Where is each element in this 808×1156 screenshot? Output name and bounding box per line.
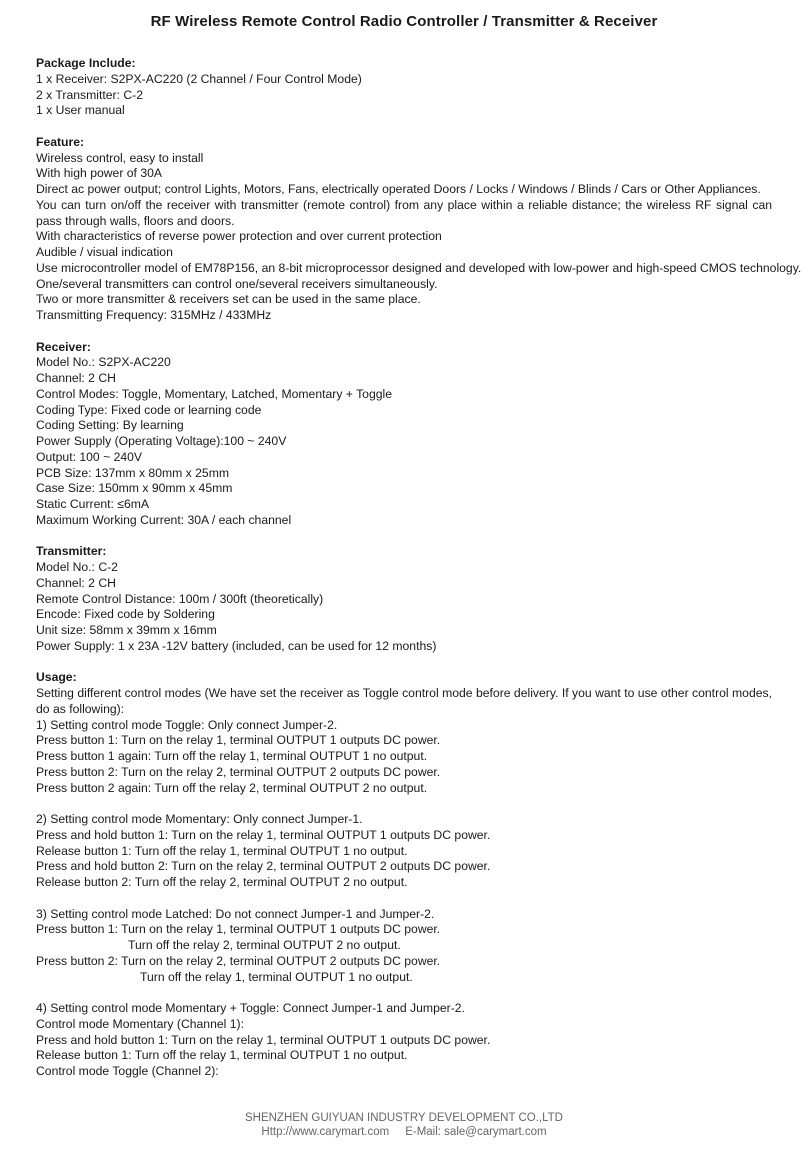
usage-intro: Setting different control modes (We have set the receiver as Toggle control mode before delivery. If you want to use other control modes, do as following): bbox=[36, 686, 772, 716]
mode3-line: Press button 1: Turn on the relay 1, terminal OUTPUT 1 outputs DC power. bbox=[36, 922, 441, 937]
mode2-line: Press and hold button 2: Turn on the relay 2, terminal OUTPUT 2 outputs DC power. bbox=[36, 859, 491, 874]
mode3-line: Press button 2: Turn on the relay 2, terminal OUTPUT 2 outputs DC power. bbox=[36, 953, 441, 968]
transmitter-line: Power Supply: 1 x 23A -12V battery (included, can be used for 12 months) bbox=[36, 638, 437, 653]
package-line: 1 x Receiver: S2PX-AC220 (2 Channel / Four Control Mode) bbox=[36, 71, 362, 86]
package-line: 1 x User manual bbox=[36, 103, 125, 118]
mode1-line: Press button 1: Turn on the relay 1, terminal OUTPUT 1 outputs DC power. bbox=[36, 733, 441, 748]
package-heading: Package Include: bbox=[36, 56, 136, 70]
footer-company: SHENZHEN GUIYUAN INDUSTRY DEVELOPMENT CO.,LTD bbox=[244, 1112, 563, 1124]
document-body bbox=[36, 56, 802, 1096]
transmitter-line: Model No.: C-2 bbox=[36, 560, 118, 574]
mode2-line: Release button 1: Turn off the relay 1, terminal OUTPUT 1 no output. bbox=[36, 843, 408, 858]
page-footer bbox=[0, 1111, 808, 1139]
receiver-line: Model No.: S2PX-AC220 bbox=[36, 355, 171, 370]
package-section bbox=[36, 56, 772, 119]
feature-line: Two or more transmitter & receivers set can be used in the same place. bbox=[36, 292, 421, 307]
mode1-line: Press button 2: Turn on the relay 2, terminal OUTPUT 2 outputs DC power. bbox=[36, 764, 441, 779]
feature-line: Transmitting Frequency: 315MHz / 433MHz bbox=[36, 308, 272, 322]
mode1-line: 1) Setting control mode Toggle: Only connect Jumper-2. bbox=[36, 717, 338, 732]
receiver-line: Case Size: 150mm x 90mm x 45mm bbox=[36, 481, 233, 496]
mode1-line: Press button 2 again: Turn off the relay 2, terminal OUTPUT 2 no output. bbox=[36, 780, 428, 795]
mode3-line-indented: Turn off the relay 1, terminal OUTPUT 1 no output. bbox=[140, 969, 413, 984]
transmitter-line: Encode: Fixed code by Soldering bbox=[36, 607, 215, 622]
feature-line: Direct ac power output; control Lights, Motors, Fans, electrically operated Doors / Locks / Windows / Blinds / Cars or Other Appliances. bbox=[36, 182, 761, 196]
feature-line: Wireless control, easy to install bbox=[36, 150, 204, 165]
transmitter-line: Channel: 2 CH bbox=[36, 575, 116, 590]
transmitter-heading: Transmitter: bbox=[36, 544, 107, 559]
receiver-section bbox=[36, 340, 772, 529]
feature-line: With high power of 30A bbox=[36, 166, 163, 181]
receiver-line: Coding Setting: By learning bbox=[36, 418, 184, 433]
mode3-header: 3) Setting control mode Latched: Do not connect Jumper-1 and Jumper-2. bbox=[36, 906, 435, 921]
footer-website-link[interactable]: Http://www.carymart.com bbox=[261, 1126, 390, 1138]
mode2-line: Release button 2: Turn off the relay 2, terminal OUTPUT 2 no output. bbox=[36, 875, 408, 889]
receiver-line: Coding Type: Fixed code or learning code bbox=[36, 402, 262, 417]
receiver-line: PCB Size: 137mm x 80mm x 25mm bbox=[36, 465, 230, 480]
usage-section bbox=[36, 670, 772, 796]
mode4-line: Control mode Toggle (Channel 2): bbox=[36, 1064, 219, 1078]
mode2-line: 2) Setting control mode Momentary: Only connect Jumper-1. bbox=[36, 812, 363, 826]
mode4-line: Control mode Momentary (Channel 1): bbox=[36, 1016, 244, 1031]
feature-section bbox=[36, 134, 802, 324]
receiver-line: Control Modes: Toggle, Momentary, Latched, Momentary + Toggle bbox=[36, 386, 392, 401]
mode4-line: 4) Setting control mode Momentary + Toggle: Connect Jumper-1 and Jumper-2. bbox=[36, 1001, 465, 1015]
footer-contact bbox=[0, 1125, 808, 1139]
package-line: 2 x Transmitter: C-2 bbox=[36, 87, 144, 102]
mode3-line-indented: Turn off the relay 2, terminal OUTPUT 2 no output. bbox=[128, 938, 401, 952]
receiver-line: Static Current: ≤6mA bbox=[36, 497, 150, 511]
receiver-line: Output: 100 ~ 240V bbox=[36, 449, 143, 464]
mode3-section bbox=[36, 907, 772, 986]
transmitter-section bbox=[36, 544, 772, 654]
feature-line: Use microcontroller model of EM78P156, an 8-bit microprocessor designed and developed with low-power and high-speed CMOS technology. bbox=[36, 260, 802, 275]
receiver-line: Maximum Working Current: 30A / each channel bbox=[36, 512, 292, 527]
feature-line: With characteristics of reverse power protection and over current protection bbox=[36, 229, 442, 244]
receiver-heading: Receiver: bbox=[36, 339, 91, 354]
transmitter-line: Unit size: 58mm x 39mm x 16mm bbox=[36, 623, 217, 637]
mode2-line: Press and hold button 1: Turn on the relay 1, terminal OUTPUT 1 outputs DC power. bbox=[36, 827, 491, 842]
feature-line: You can turn on/off the receiver with transmitter (remote control) from any place within a reliable distance; the wireless RF signal can pass through walls, floors and doors. bbox=[36, 197, 772, 228]
receiver-line: Power Supply (Operating Voltage):100 ~ 240V bbox=[36, 434, 287, 448]
footer-email-link[interactable]: E-Mail: sale@carymart.com bbox=[405, 1126, 547, 1138]
usage-heading: Usage: bbox=[36, 670, 77, 685]
mode4-line: Press and hold button 1: Turn on the relay 1, terminal OUTPUT 1 outputs DC power. bbox=[36, 1032, 491, 1047]
receiver-line: Channel: 2 CH bbox=[36, 371, 116, 385]
mode4-line: Release button 1: Turn off the relay 1, terminal OUTPUT 1 no output. bbox=[36, 1048, 408, 1063]
feature-heading: Feature: bbox=[36, 134, 85, 149]
document-title: RF Wireless Remote Control Radio Controller / Transmitter & Receiver bbox=[150, 13, 658, 30]
mode1-line: Press button 1 again: Turn off the relay 1, terminal OUTPUT 1 no output. bbox=[36, 749, 428, 763]
feature-line: One/several transmitters can control one/several receivers simultaneously. bbox=[36, 276, 438, 291]
feature-line: Audible / visual indication bbox=[36, 245, 173, 259]
transmitter-line: Remote Control Distance: 100m / 300ft (theoretically) bbox=[36, 591, 324, 606]
mode2-section bbox=[36, 812, 772, 891]
mode4-section bbox=[36, 1001, 772, 1080]
